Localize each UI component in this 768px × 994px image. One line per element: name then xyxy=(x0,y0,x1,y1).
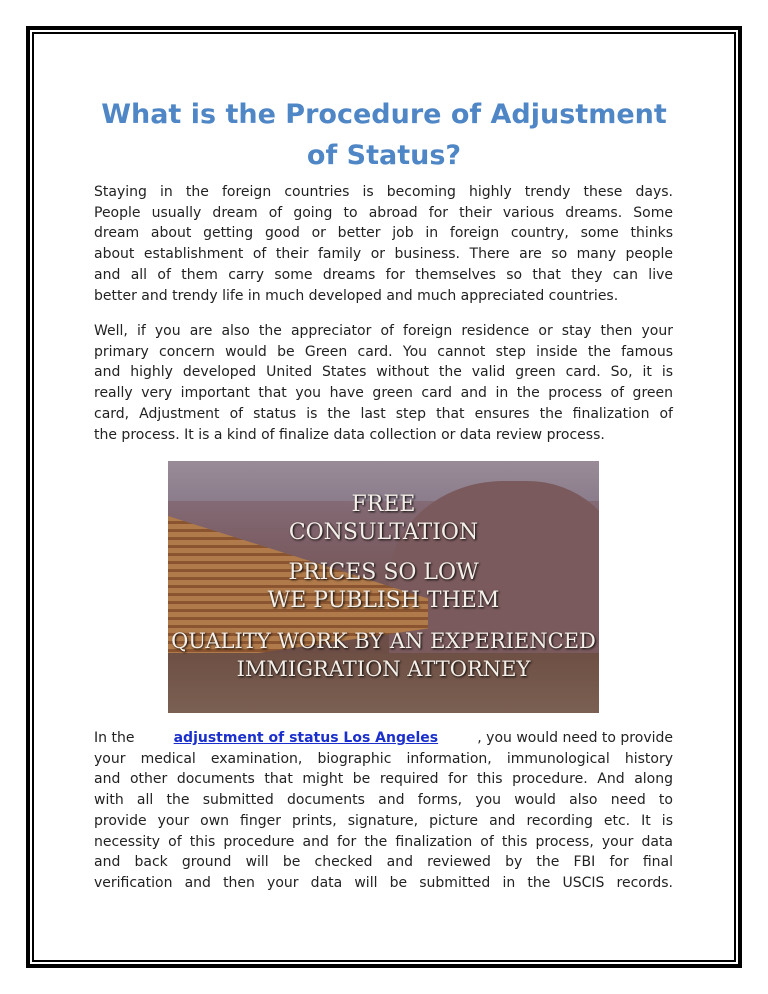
text-line: Well, if you are also the appreciator of foreign residence or stay then your xyxy=(94,323,673,339)
text-line: the process. It is a kind of finalize data collection or data review process. xyxy=(94,426,605,443)
adjustment-of-status-link[interactable]: adjustment of status Los Angeles xyxy=(173,730,439,746)
text-line: card, Adjustment of status is the last step that ensures the finalization of xyxy=(94,405,673,422)
banner-text: IMMIGRATION ATTORNEY xyxy=(236,657,531,681)
banner-text: FREE xyxy=(351,492,416,517)
banner-text: CONSULTATION xyxy=(288,520,479,545)
text-line: with all the submitted documents and forms, you would also need to xyxy=(94,792,673,809)
text-line: primary concern would be Green card. You cannot step inside the famous xyxy=(94,343,673,360)
text-line: really very important that you have green card and in the process of green xyxy=(94,385,673,402)
banner-text: QUALITY WORK BY AN EXPERIENCED xyxy=(171,629,596,653)
text-line: and back ground will be checked and reviewed by the FBI for final xyxy=(94,854,673,871)
text-line: necessity of this procedure and for the finalization of this process, your data xyxy=(94,833,673,850)
text-line: your medical examination, biographic information, immunological history xyxy=(94,750,673,767)
paragraph-intro xyxy=(94,182,673,306)
banner-quality xyxy=(168,627,599,683)
text-line: Staying in the foreign countries is becoming highly trendy these days. xyxy=(94,184,673,200)
title-line: What is the Procedure of Adjustment xyxy=(101,99,667,130)
paragraph-green-card xyxy=(94,321,673,445)
text-fragment: In the xyxy=(94,730,135,746)
text-line: and other documents that might be required for this procedure. And along xyxy=(94,771,673,788)
banner-text: PRICES SO LOW xyxy=(288,560,479,585)
banner-prices xyxy=(168,559,599,615)
text-line: and all of them carry some dreams for themselves so that they can live xyxy=(94,266,673,283)
text-line: dream about getting good or better job in foreign country, some thinks xyxy=(94,225,673,242)
banner-text: WE PUBLISH THEM xyxy=(267,588,500,613)
document-title xyxy=(80,94,688,176)
text-line xyxy=(94,728,673,749)
text-line: and highly developed United States without the valid green card. So, it is xyxy=(94,364,673,381)
text-line: People usually dream of going to abroad for their various dreams. Some xyxy=(94,204,673,221)
paragraph-adjustment xyxy=(94,728,673,894)
title-line: of Status? xyxy=(306,140,462,171)
banner-free-consultation xyxy=(168,491,599,547)
text-line: verification and then your data will be submitted in the USCIS records. xyxy=(94,874,673,891)
text-line: about establishment of their family or business. There are so many people xyxy=(94,246,673,263)
text-line: provide your own finger prints, signature, picture and recording etc. It is xyxy=(94,812,673,829)
text-fragment: , you would need to provide xyxy=(477,730,673,746)
consultation-banner-image xyxy=(168,461,599,713)
text-line: better and trendy life in much developed and much appreciated countries. xyxy=(94,287,619,304)
